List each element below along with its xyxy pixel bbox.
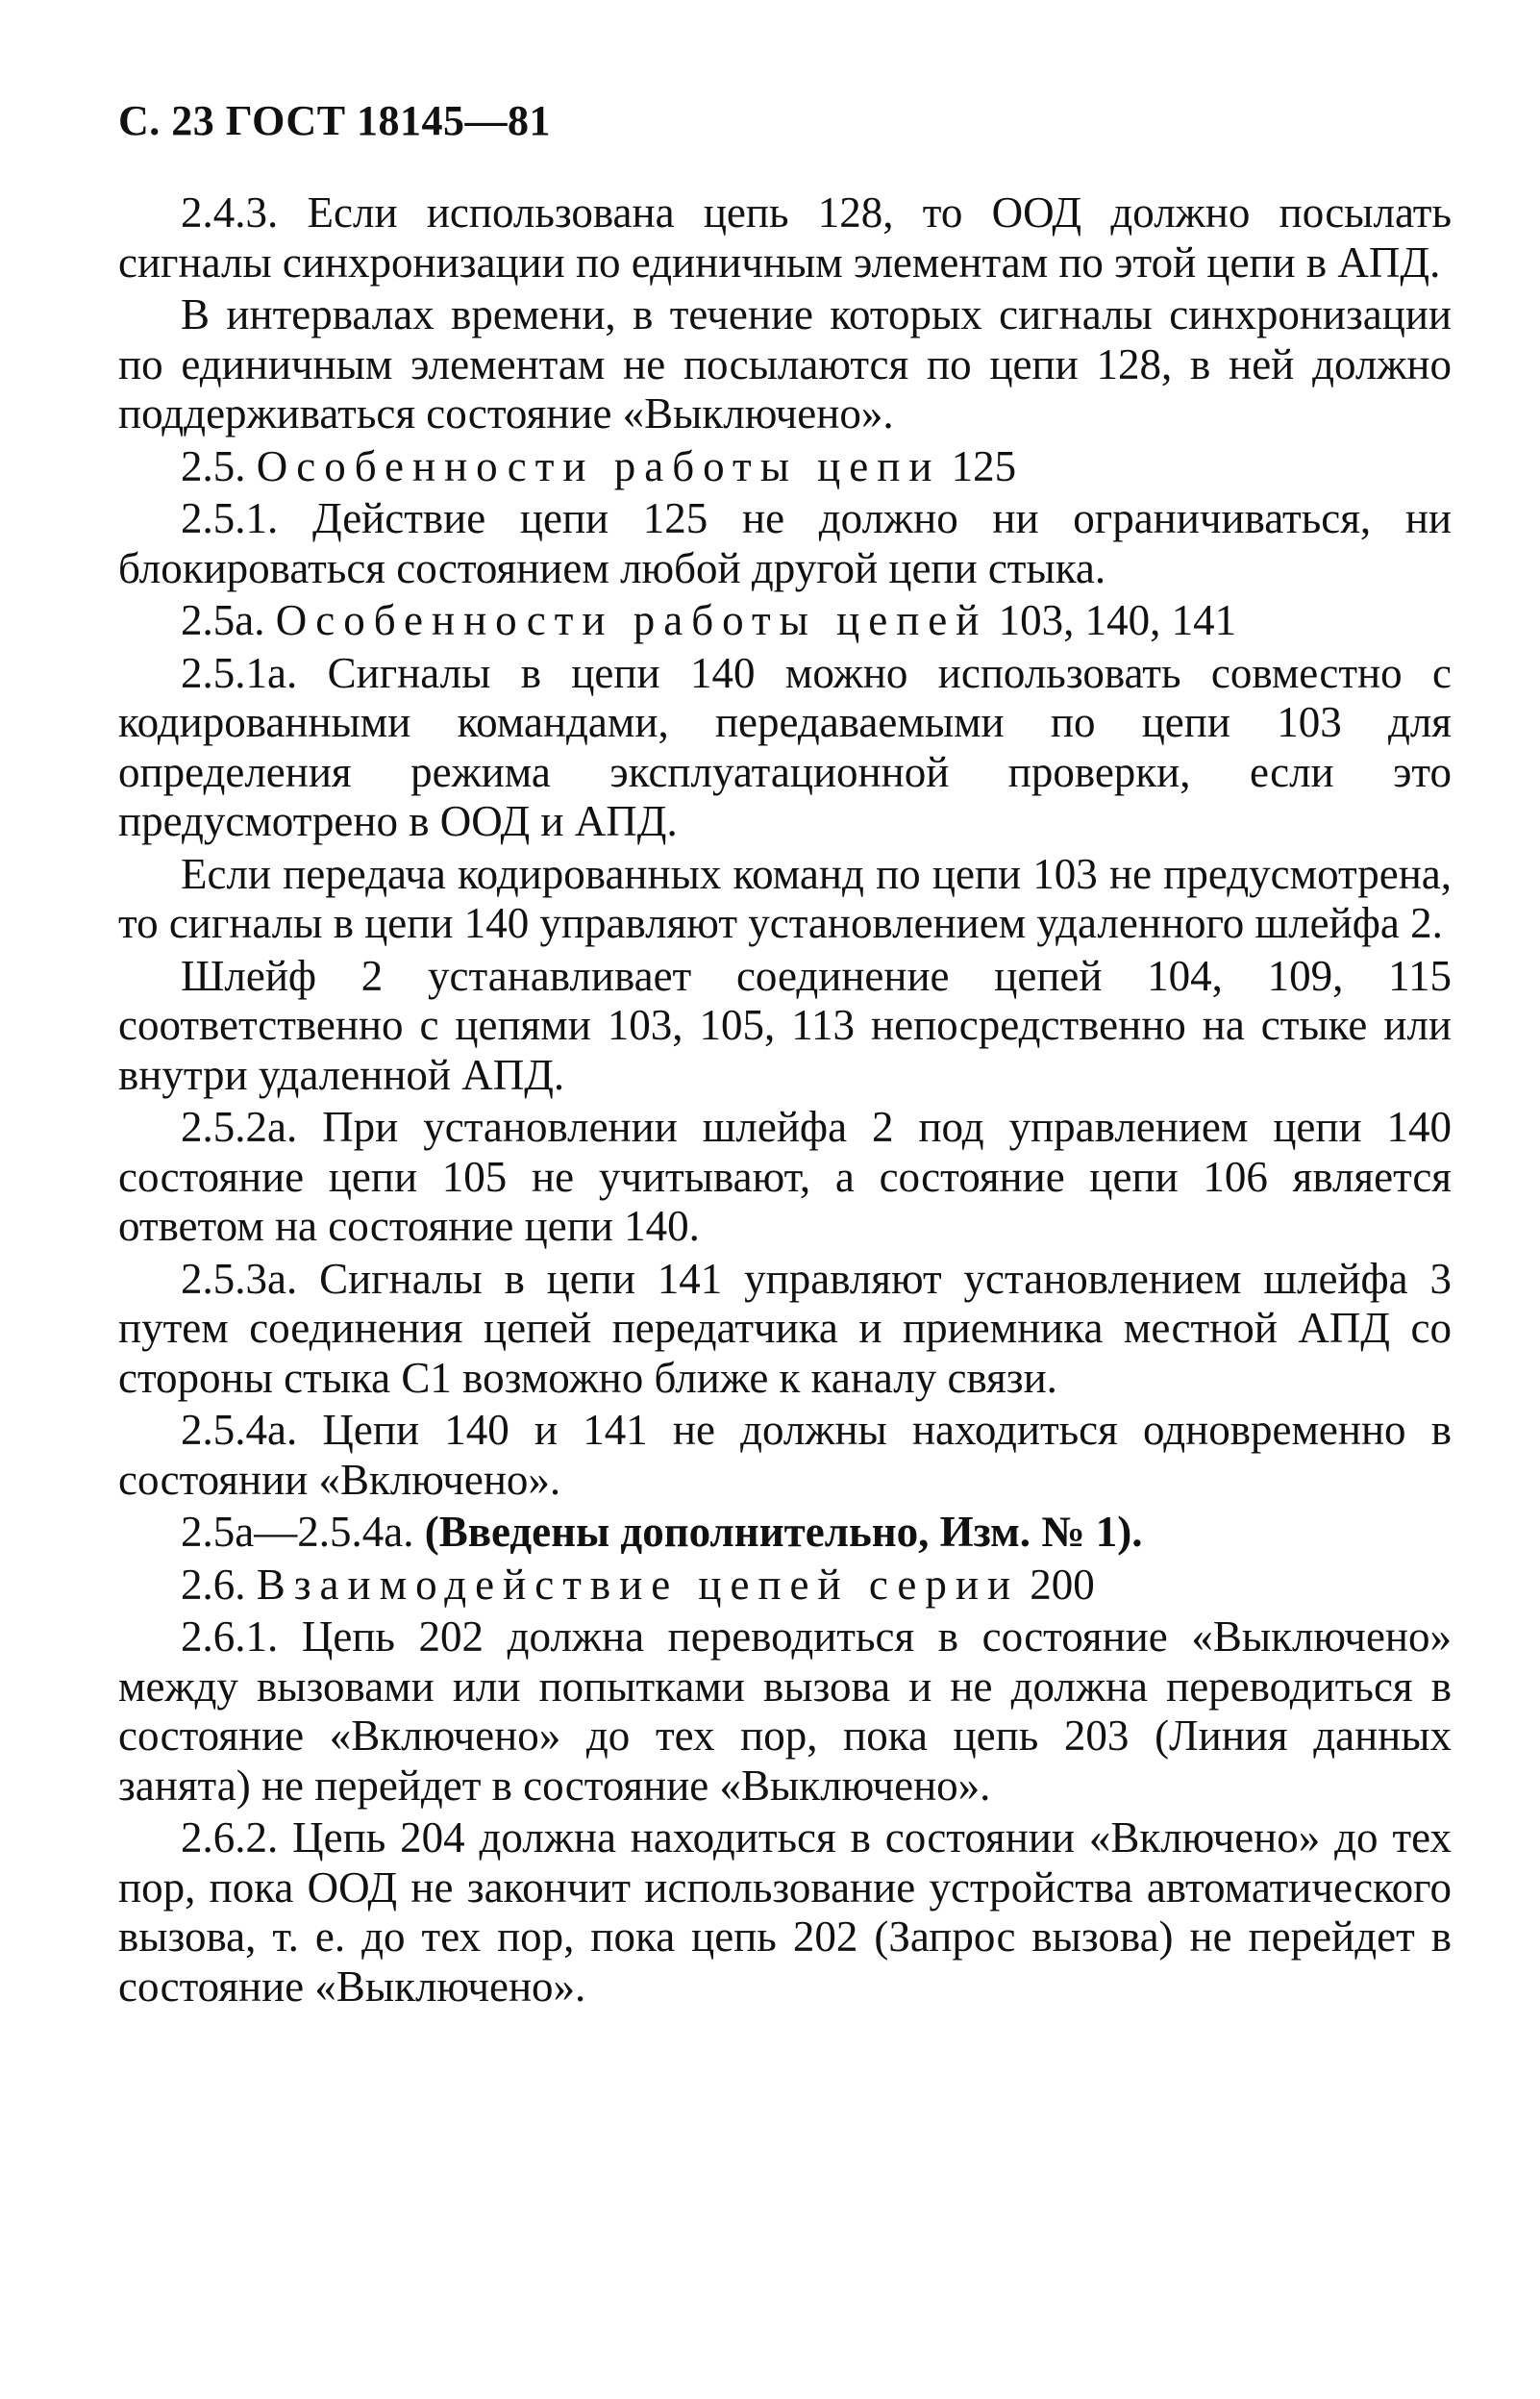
section-heading-2-6 xyxy=(118,1561,1452,1611)
paragraph-amendment-note xyxy=(118,1508,1452,1558)
paragraph-2-5-4a: 2.5.4а. Цепи 140 и 141 не должны находиться одновременно в состоянии «Включено». xyxy=(118,1406,1452,1504)
paragraph-2-6-1: 2.6.1. Цепь 202 должна переводиться в состояние «Выключено» между вызовами или попытками вызова и не должна переводиться в состояние «Включено» до тех пор, пока цепь 203 (Линия данных занята) не перейдет в состояние «Выключено». xyxy=(118,1612,1452,1810)
section-title-tail: 125 xyxy=(951,441,1017,490)
page-header: С. 23 ГОСТ 18145—81 xyxy=(118,97,552,144)
paragraph-coded-commands: Если передача кодированных команд по цепи 103 не предусмотрена, то сигналы в цепи 140 управляют установлением удаленного шлейфа 2. xyxy=(118,849,1452,947)
paragraph-2-5-1a: 2.5.1а. Сигналы в цепи 140 можно использовать совместно с кодированными командами, передаваемыми по цепи 103 для определения режима эксплуатационной проверки, если это предусмотрено в ООД и АПД. xyxy=(118,648,1452,845)
section-title-tail: 103, 140, 141 xyxy=(998,596,1237,644)
section-title-tail: 200 xyxy=(1030,1560,1095,1609)
section-heading-2-5a xyxy=(118,596,1452,646)
section-heading-2-5 xyxy=(118,442,1452,492)
document-body xyxy=(118,188,1452,2014)
paragraph-2-6-2: 2.6.2. Цепь 204 должна находиться в состоянии «Включено» до тех пор, пока ООД не закончит использование устройства автоматического вызова, т. е. до тех пор, пока цепь 202 (Запрос вызова) не перейдет в состояние «Выключено». xyxy=(118,1813,1452,2011)
section-number: 2.5. xyxy=(181,441,246,490)
paragraph-loop-2: Шлейф 2 устанавливает соединение цепей 104, 109, 115 соответственно с цепями 103, 105, 113 непосредственно на стыке или внутри удаленной АПД. xyxy=(118,951,1452,1099)
section-number: 2.6. xyxy=(181,1560,246,1609)
paragraph-2-5-3a: 2.5.3а. Сигналы в цепи 141 управляют установлением шлейфа 3 путем соединения цепей передатчика и приемника местной АПД со стороны стыка С1 возможно ближе к каналу связи. xyxy=(118,1254,1452,1402)
section-title: Особенности работы цепи xyxy=(256,441,941,490)
paragraph-intervals: В интервалах времени, в течение которых сигналы синхронизации по единичным элементам не посылаются по цепи 128, в ней должно поддерживаться состояние «Выключено». xyxy=(118,290,1452,437)
section-number: 2.5а. xyxy=(181,596,265,644)
amendment-text: (Введены дополнительно, Изм. № 1). xyxy=(424,1508,1143,1556)
section-title: Особенности работы цепей xyxy=(275,596,988,644)
paragraph-2-5-1: 2.5.1. Действие цепи 125 не должно ни ограничиваться, ни блокироваться состоянием любой другой цепи стыка. xyxy=(118,494,1452,592)
paragraph-2-5-2a: 2.5.2а. При установлении шлейфа 2 под управлением цепи 140 состояние цепи 105 не учитывают, а состояние цепи 106 является ответом на состояние цепи 140. xyxy=(118,1103,1452,1250)
paragraph-2-4-3: 2.4.3. Если использована цепь 128, то ООД должно посылать сигналы синхронизации по единичным элементам по этой цепи в АПД. xyxy=(118,188,1452,287)
section-title: Взаимодействие цепей серии xyxy=(256,1560,1020,1609)
amendment-range: 2.5а—2.5.4а. xyxy=(181,1508,414,1556)
